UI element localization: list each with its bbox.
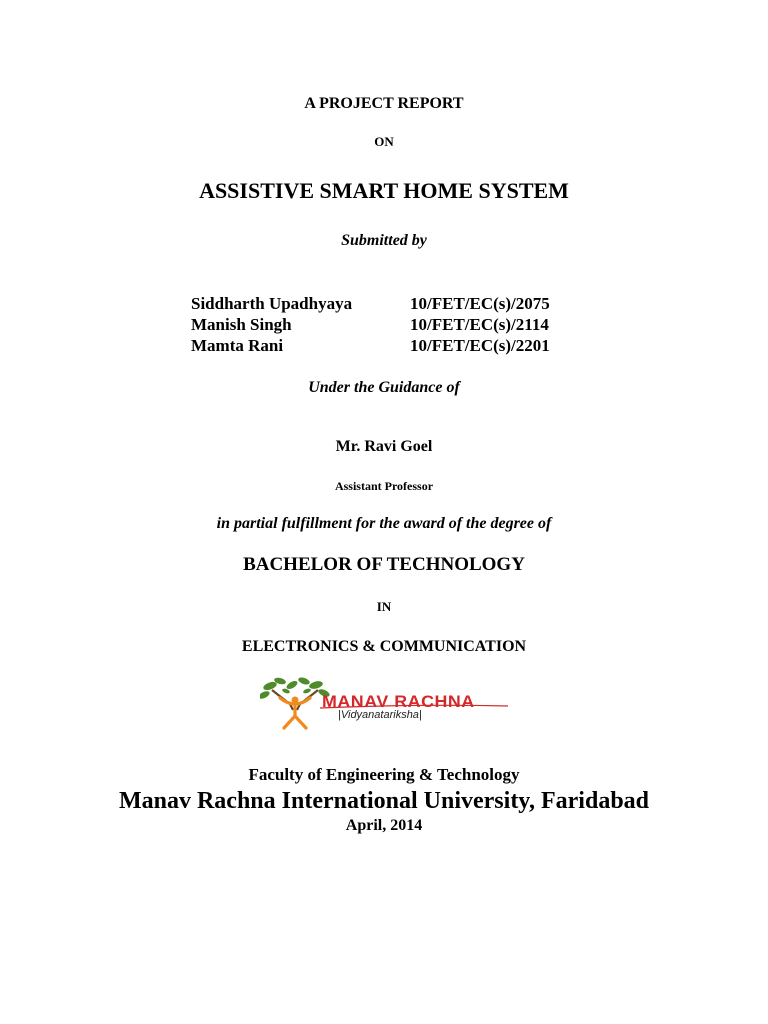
student-name: Siddharth Upadhyaya: [191, 294, 353, 313]
guidance-label: Under the Guidance of: [308, 379, 460, 396]
degree-name: BACHELOR OF TECHNOLOGY: [243, 554, 525, 575]
student-row: [191, 316, 591, 336]
in-label: IN: [376, 599, 392, 614]
logo-tagline: |Vidyanatariksha|: [338, 709, 422, 721]
submitted-by-label: Submitted by: [341, 232, 427, 249]
student-row: [191, 295, 591, 315]
branch-name: ELECTRONICS & COMMUNICATION: [241, 638, 527, 655]
report-date: April, 2014: [345, 817, 423, 834]
student-name: Manish Singh: [191, 315, 292, 334]
logo-wordmark: MANAV RACHNA: [322, 692, 475, 711]
student-roll-number: 10/FET/EC(s)/2075: [410, 294, 550, 313]
on-label: ON: [374, 134, 394, 149]
student-roll-number: 10/FET/EC(s)/2114: [410, 315, 549, 334]
guide-name: Mr. Ravi Goel: [335, 438, 433, 455]
university-name: Manav Rachna International University, Faridabad: [118, 788, 650, 814]
faculty-name: Faculty of Engineering & Technology: [248, 765, 520, 784]
guide-designation: Assistant Professor: [334, 479, 434, 493]
fulfillment-text: in partial fulfillment for the award of the degree of: [216, 515, 552, 532]
project-title: ASSISTIVE SMART HOME SYSTEM: [199, 178, 569, 203]
report-heading: A PROJECT REPORT: [304, 95, 464, 112]
university-logo: [260, 676, 512, 730]
student-name: Mamta Rani: [191, 336, 284, 355]
student-roll-number: 10/FET/EC(s)/2201: [410, 336, 550, 355]
student-row: [191, 337, 591, 357]
